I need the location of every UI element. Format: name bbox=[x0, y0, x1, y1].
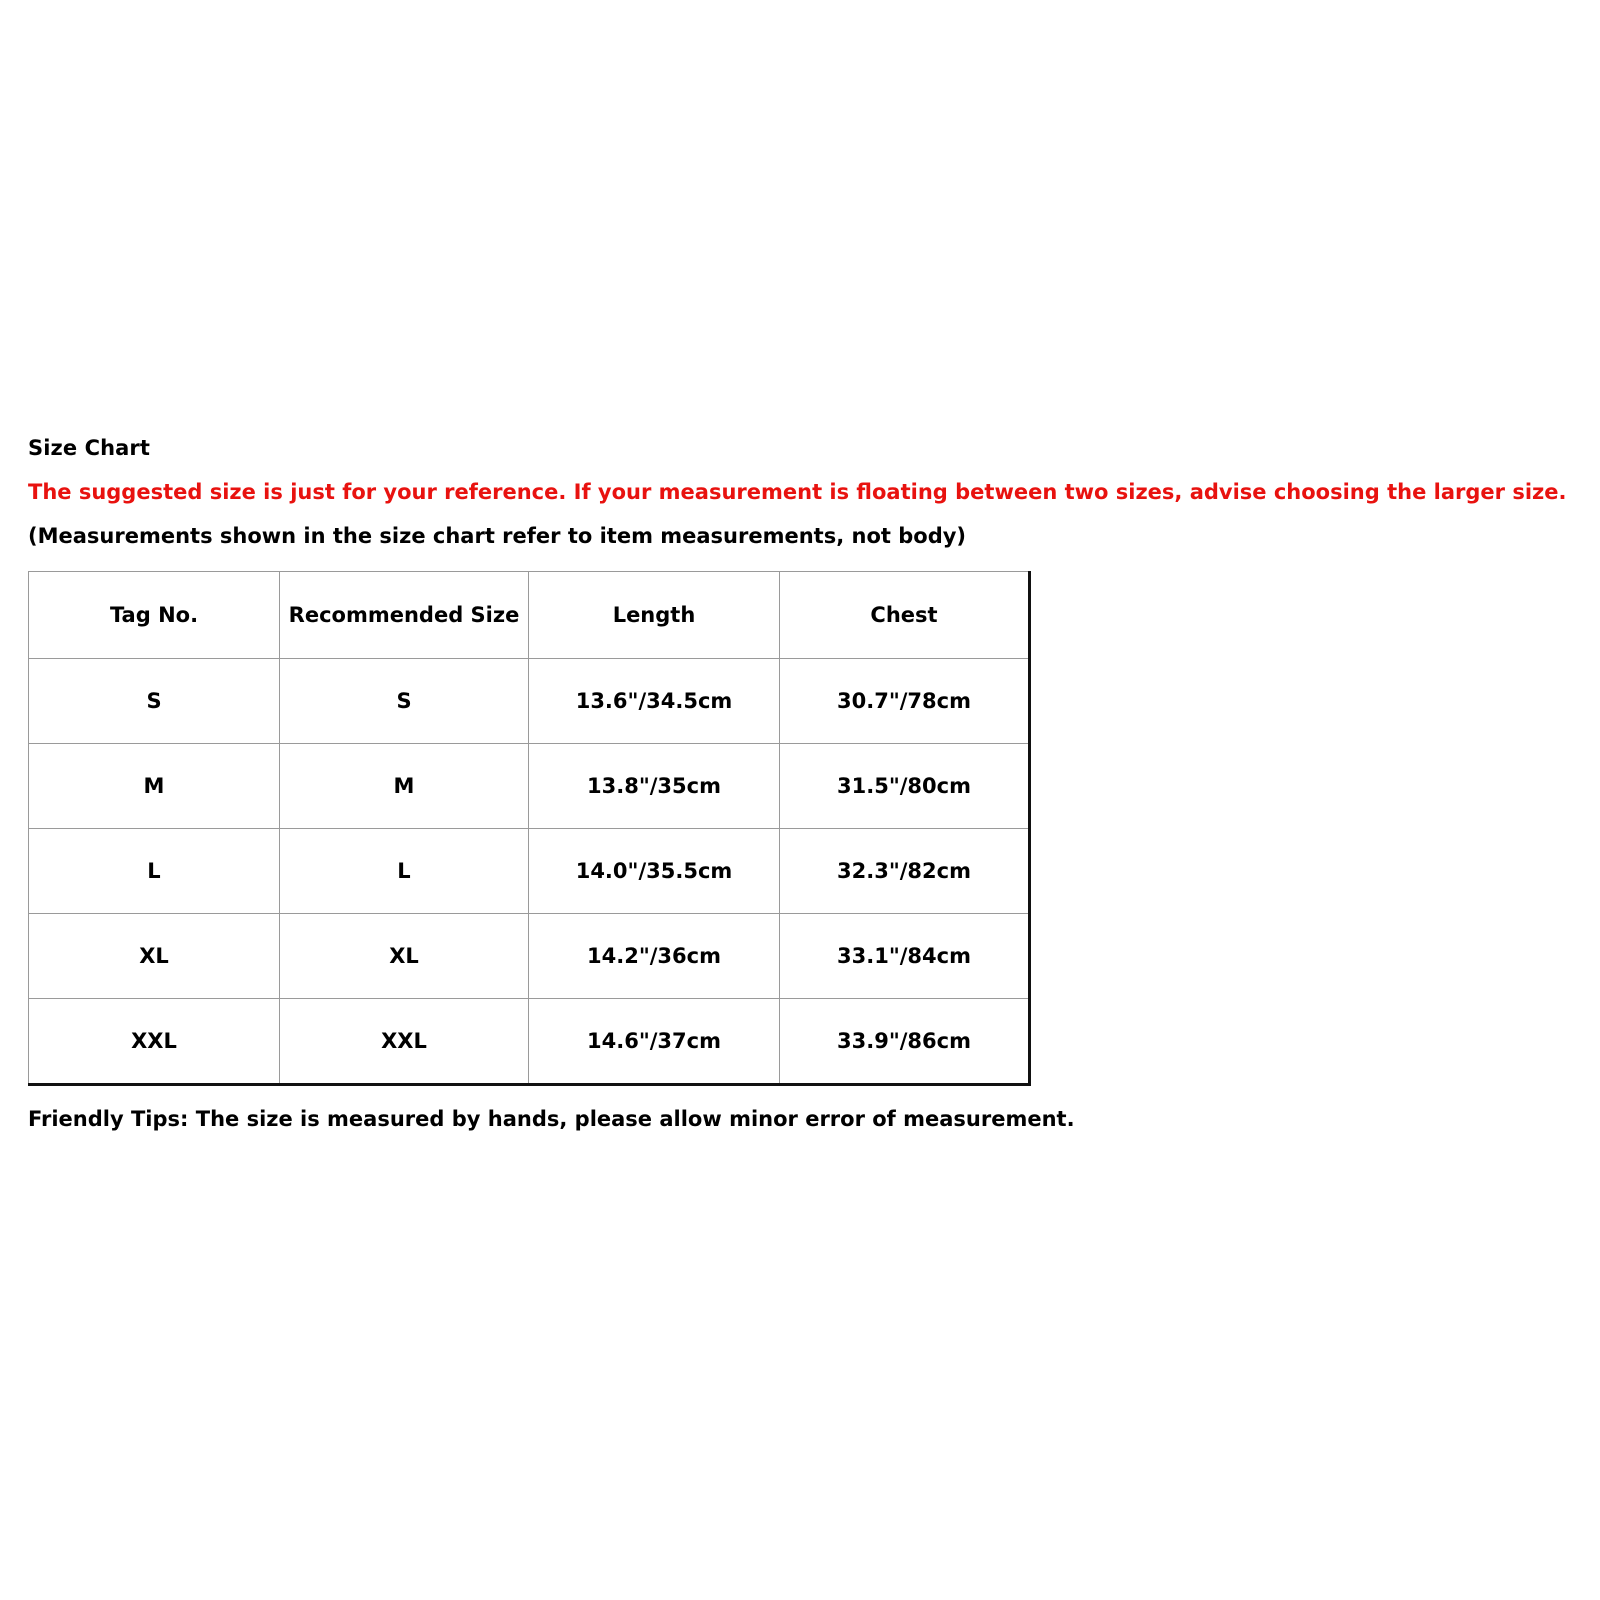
cell-length: 14.6"/37cm bbox=[529, 999, 780, 1085]
cell-recommended-size: M bbox=[280, 744, 529, 829]
cell-tag-no: L bbox=[29, 829, 280, 914]
cell-chest: 31.5"/80cm bbox=[780, 744, 1030, 829]
cell-tag-no: XXL bbox=[29, 999, 280, 1085]
column-header-tag-no: Tag No. bbox=[29, 572, 280, 659]
table-row bbox=[29, 829, 1030, 914]
table-row bbox=[29, 659, 1030, 744]
column-header-chest: Chest bbox=[780, 572, 1030, 659]
table-row bbox=[29, 999, 1030, 1085]
table-row bbox=[29, 914, 1030, 999]
cell-recommended-size: XL bbox=[280, 914, 529, 999]
cell-recommended-size: S bbox=[280, 659, 529, 744]
cell-chest: 33.1"/84cm bbox=[780, 914, 1030, 999]
cell-length: 14.2"/36cm bbox=[529, 914, 780, 999]
column-header-recommended-size: Recommended Size bbox=[280, 572, 529, 659]
cell-recommended-size: L bbox=[280, 829, 529, 914]
table-row bbox=[29, 744, 1030, 829]
measurement-note: (Measurements shown in the size chart refer to item measurements, not body) bbox=[28, 524, 967, 549]
size-chart-table bbox=[28, 571, 1031, 1086]
page-title: Size Chart bbox=[28, 436, 151, 460]
cell-length: 14.0"/35.5cm bbox=[529, 829, 780, 914]
cell-recommended-size: XXL bbox=[280, 999, 529, 1085]
cell-tag-no: S bbox=[29, 659, 280, 744]
cell-chest: 30.7"/78cm bbox=[780, 659, 1030, 744]
table-header-row bbox=[29, 572, 1030, 659]
cell-chest: 32.3"/82cm bbox=[780, 829, 1030, 914]
cell-length: 13.6"/34.5cm bbox=[529, 659, 780, 744]
cell-chest: 33.9"/86cm bbox=[780, 999, 1030, 1085]
size-chart-block bbox=[28, 437, 1573, 1131]
size-warning-text: The suggested size is just for your reference. If your measurement is floating between two sizes, advise choosing the larger size. bbox=[28, 480, 1567, 505]
cell-length: 13.8"/35cm bbox=[529, 744, 780, 829]
cell-tag-no: XL bbox=[29, 914, 280, 999]
column-header-length: Length bbox=[529, 572, 780, 659]
cell-tag-no: M bbox=[29, 744, 280, 829]
friendly-tips-text: Friendly Tips: The size is measured by hands, please allow minor error of measurement. bbox=[28, 1107, 1075, 1132]
